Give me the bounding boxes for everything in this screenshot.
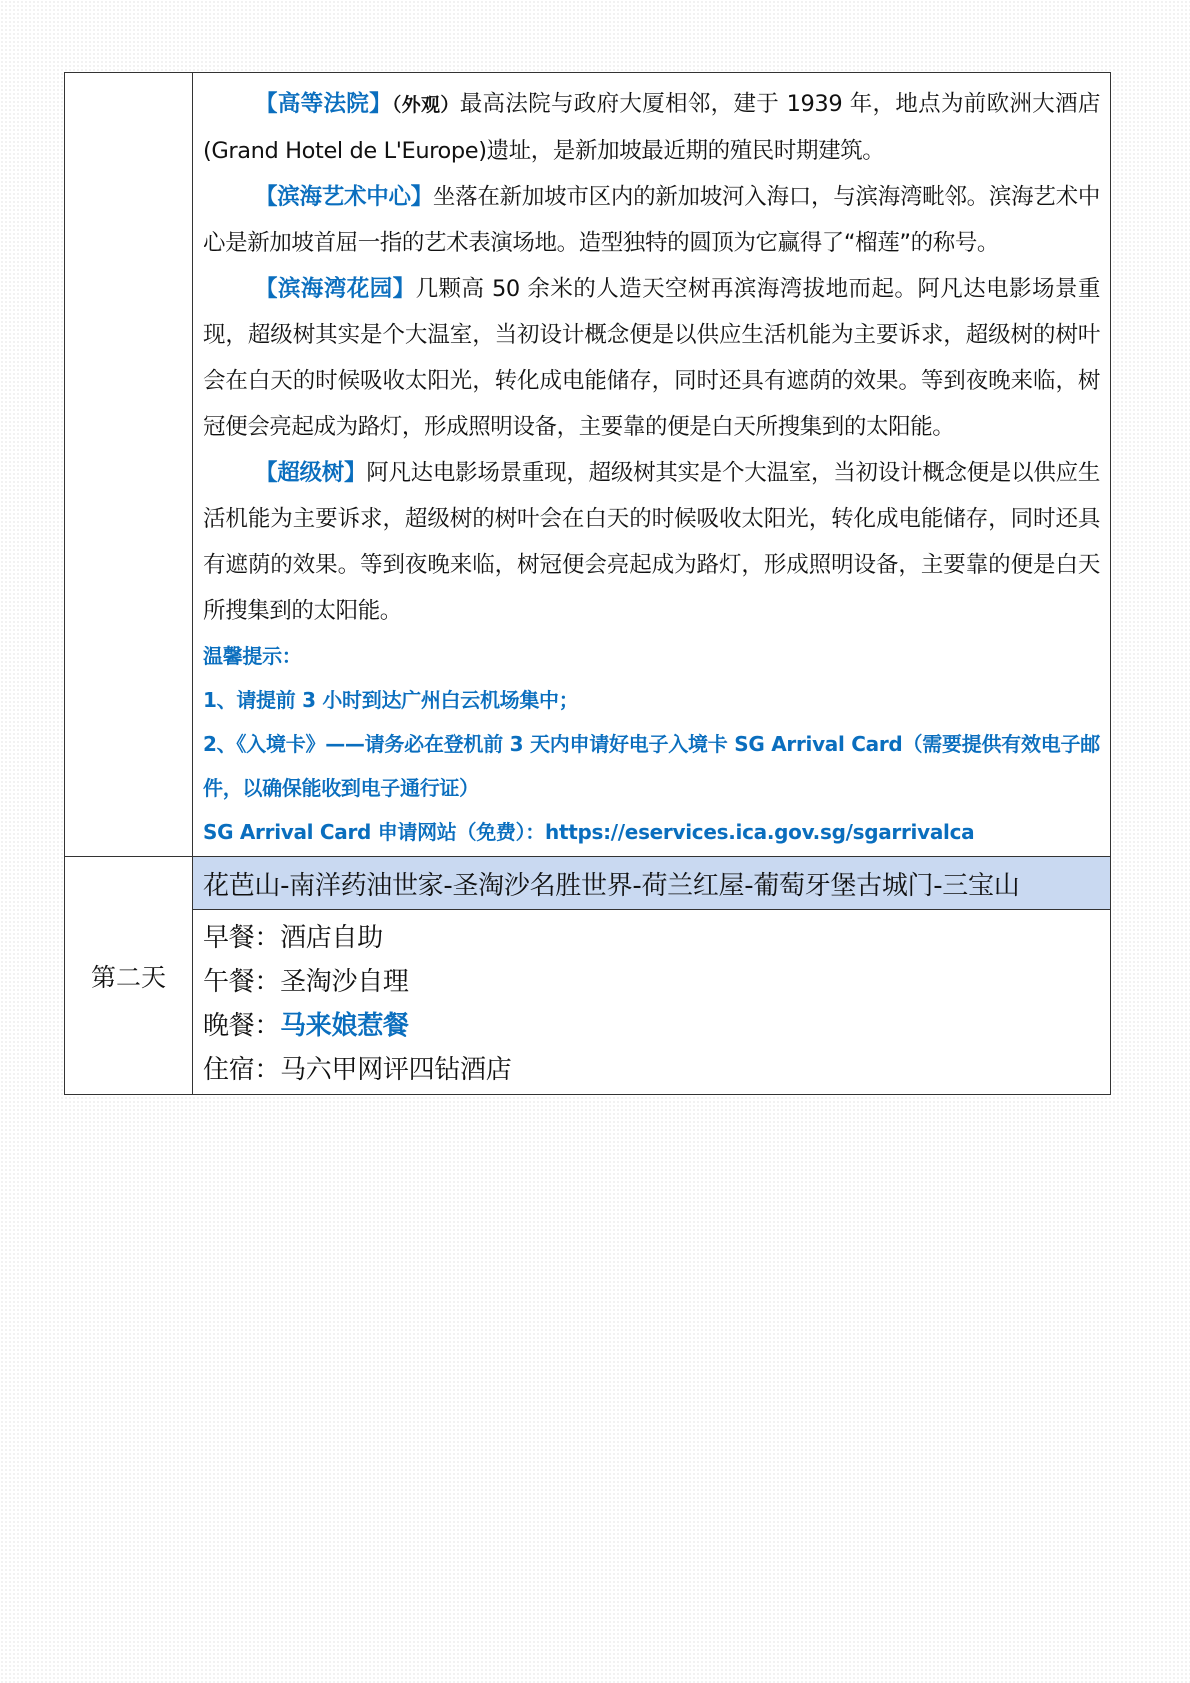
dinner-value: 马来娘惹餐 [280,1011,409,1041]
breakfast-label: 早餐： [203,923,281,953]
itinerary-table [64,72,1111,1095]
day1-label-cell [65,73,193,857]
day2-route: 花芭山-南洋药油世家-圣淘沙名胜世界-荷兰红屋-葡萄牙堡古城门-三宝山 [193,857,1111,910]
day1-content-cell [193,73,1111,857]
attraction-text: 最高法院与政府大厦相邻，建于 1939 年，地点为前欧洲大酒店(Grand Hotel de L'Europe)遗址，是新加坡最近期的殖民时期建筑。 [203,91,1100,164]
tip-item: SG Arrival Card 申请网站（免费）：https://eservices.ica.gov.sg/sgarrivalca [203,820,975,844]
lunch-value: 圣淘沙自理 [280,967,409,997]
attraction-text: 阿凡达电影场景重现，超级树其实是个大温室，当初设计概念便是以供应生活机能为主要诉求，超级树的树叶会在白天的时候吸收太阳光，转化成电能储存，同时还具有遮荫的效果。等到夜晚来临，树冠便会亮起成为路灯，形成照明设备，主要靠的便是白天所搜集到的太阳能。 [203,460,1100,624]
attraction-paragraph [203,266,1100,450]
day1-row [65,73,1111,857]
day2-meals-row [65,910,1111,1095]
tips-heading: 温馨提示： [203,644,302,668]
day2-route-row [65,857,1111,910]
attraction-title: 【超级树】 [255,460,367,486]
attraction-paragraph [203,450,1100,634]
dinner-label: 晚餐： [203,1011,281,1041]
attraction-title: 【滨海艺术中心】 [255,184,433,210]
lunch-line [203,960,1100,1004]
day2-meals-cell [193,910,1111,1095]
tip-item: 2、《入境卡》——请务必在登机前 3 天内申请好电子入境卡 SG Arrival Card（需要提供有效电子邮件，以确保能收到电子通行证） [203,732,1100,800]
lunch-label: 午餐： [203,967,281,997]
attraction-text: 坐落在新加坡市区内的新加坡河入海口，与滨海湾毗邻。滨海艺术中心是新加坡首屈一指的艺术表演场地。造型独特的圆顶为它赢得了“榴莲”的称号。 [203,184,1100,256]
breakfast-line [203,916,1100,960]
lodging-label: 住宿： [203,1055,281,1085]
attraction-title: 【滨海湾花园】 [255,276,416,302]
attraction-paragraph [203,174,1100,266]
lodging-line [203,1048,1100,1092]
day2-label: 第二天 [65,857,193,1095]
attraction-title: 【高等法院】 [255,91,392,117]
breakfast-value: 酒店自助 [280,923,383,953]
lodging-value: 马六甲网评四钻酒店 [280,1055,512,1085]
tip-item: 1、请提前 3 小时到达广州白云机场集中； [203,688,579,712]
attraction-text: 几颗高 50 余米的人造天空树再滨海湾拔地而起。阿凡达电影场景重现，超级树其实是个大温室，当初设计概念便是以供应生活机能为主要诉求，超级树的树叶会在白天的时候吸收太阳光，转化成电能储存，同时还具有遮荫的效果。等到夜晚来临，树冠便会亮起成为路灯，形成照明设备，主要靠的便是白天所搜集到的太阳能。 [203,276,1101,440]
attraction-subtitle: （外观） [391,94,460,116]
dinner-line [203,1004,1100,1048]
attraction-paragraph [203,81,1100,174]
